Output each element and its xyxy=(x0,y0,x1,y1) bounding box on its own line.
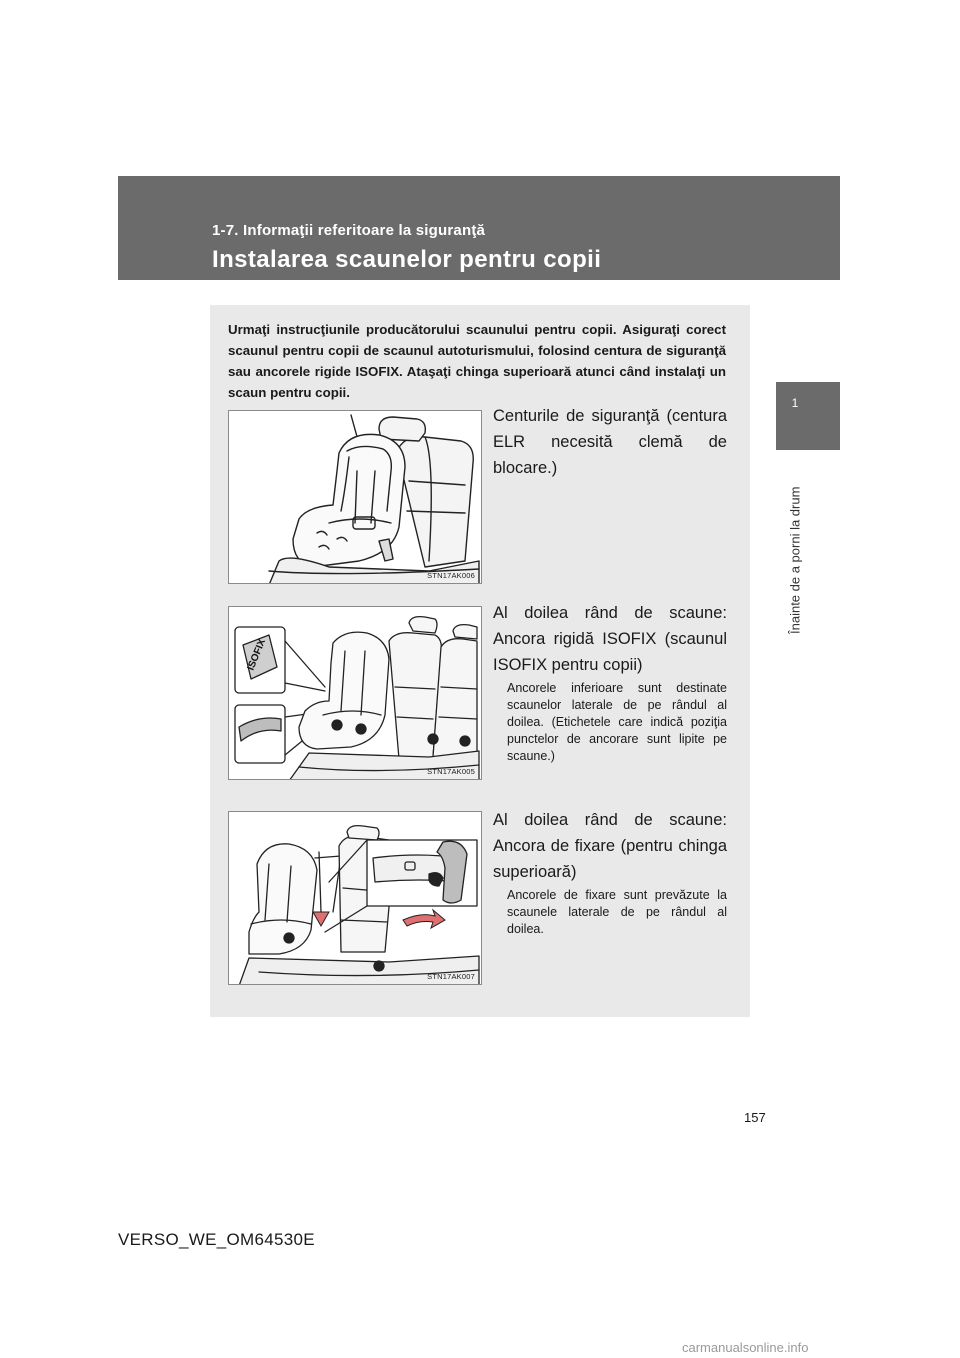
isofix-tag-label: ISOFIX xyxy=(245,637,269,673)
figure-code: STN17AK007 xyxy=(427,972,475,981)
seat-belt-illustration xyxy=(229,411,482,584)
figure-code: STN17AK006 xyxy=(427,571,475,580)
figure-code: STN17AK005 xyxy=(427,767,475,776)
figure-isofix xyxy=(228,606,482,780)
section-label: 1-7. Informaţii referitoare la siguranţă xyxy=(212,222,486,239)
item-heading-top-tether: Al doilea rând de scaune: Ancora de fixare (pentru chinga superioară) xyxy=(493,811,727,881)
watermark: carmanualsonline.info xyxy=(682,1340,809,1355)
page-number: 157 xyxy=(744,1110,766,1125)
header-band xyxy=(118,176,840,280)
chapter-tab xyxy=(776,382,840,450)
item-heading-seat-belt: Centurile de siguranţă (centura ELR necesită clemă de blocare.) xyxy=(493,407,727,477)
top-tether-illustration xyxy=(229,812,482,985)
item-note-top-tether: Ancorele de fixare sunt prevăzute la scaunele laterale de pe rândul al doilea. xyxy=(507,888,727,936)
chapter-title: Înainte de a porni la drum xyxy=(787,486,803,634)
arrow-icon xyxy=(313,912,329,926)
document-code: VERSO_WE_OM64530E xyxy=(118,1230,315,1249)
figure-seat-belt xyxy=(228,410,482,584)
item-note-isofix: Ancorele inferioare sunt destinate scaunelor laterale de pe rândul al doilea. (Etichetele care indică poziţia punctelor de ancorare sunt lipite pe scaune.) xyxy=(507,681,727,763)
item-heading-isofix: Al doilea rând de scaune: Ancora rigidă ISOFIX (scaunul ISOFIX pentru copii) xyxy=(493,604,727,674)
page-title: Instalarea scaunelor pentru copii xyxy=(212,246,602,273)
chapter-number: 1 xyxy=(791,396,799,410)
content-panel xyxy=(210,305,750,1017)
intro-text: Urmaţi instrucţiunile producătorului scaunului pentru copii. Asiguraţi corect scaunul pentru copii de scaunul autoturismului, folosind centura de siguranţă sau ancorele rigide ISOFIX. Ataşaţi chinga superioară atunci când instalaţi un scaun pentru copii. xyxy=(228,322,726,400)
isofix-illustration xyxy=(229,607,482,780)
figure-top-tether xyxy=(228,811,482,985)
rotate-arrow-icon xyxy=(403,910,445,928)
